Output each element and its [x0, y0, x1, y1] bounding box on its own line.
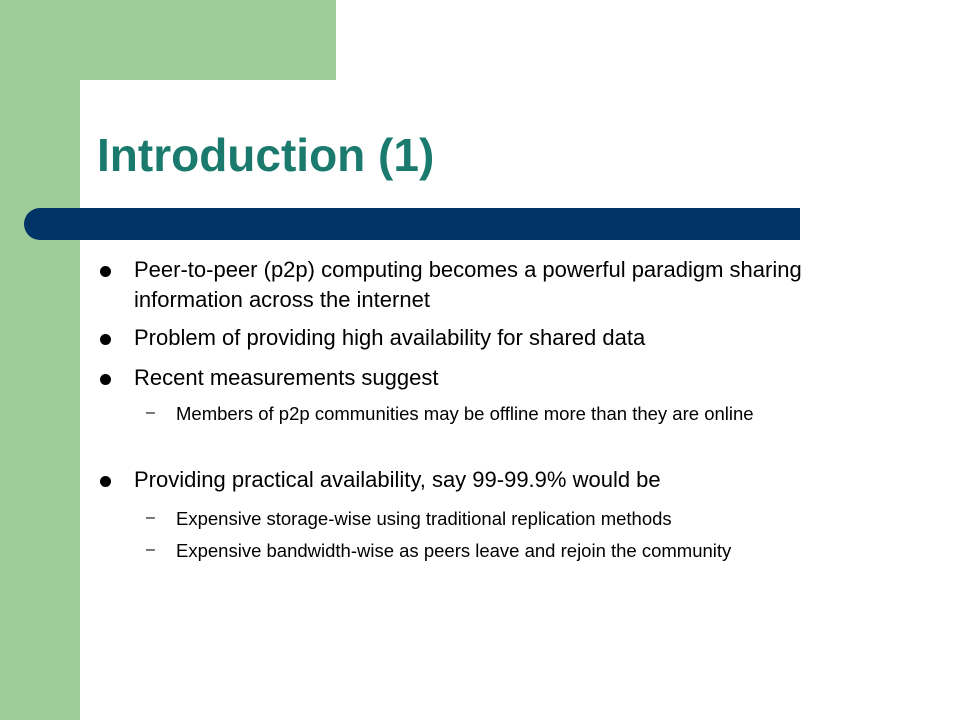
sub-bullet-dash: – [146, 404, 155, 421]
sub-bullet-text: Members of p2p communities may be offline more than they are online [176, 403, 754, 424]
bullet-dot [100, 476, 111, 487]
sub-bullet-dash: – [146, 509, 155, 526]
title-underline-bar [24, 208, 800, 240]
bullet-dot [100, 266, 111, 277]
sub-bullet-dash: – [146, 541, 155, 558]
bullet-text: Providing practical availability, say 99-99.9% would be [134, 467, 661, 492]
bullet-dot [100, 334, 111, 345]
top-green-tab [80, 0, 336, 80]
slide-title: Introduction (1) [97, 129, 435, 181]
sub-bullet-text: Expensive bandwidth-wise as peers leave and rejoin the community [176, 540, 732, 561]
left-green-strip [0, 0, 80, 720]
bullet-text: Problem of providing high availability for shared data [134, 325, 646, 350]
bullet-text: Recent measurements suggest [134, 365, 439, 390]
bullet-dot [100, 374, 111, 385]
bullet-text: Peer-to-peer (p2p) computing becomes a powerful paradigm sharing information across the internet [134, 257, 802, 312]
sub-bullet-text: Expensive storage-wise using traditional replication methods [176, 508, 672, 529]
